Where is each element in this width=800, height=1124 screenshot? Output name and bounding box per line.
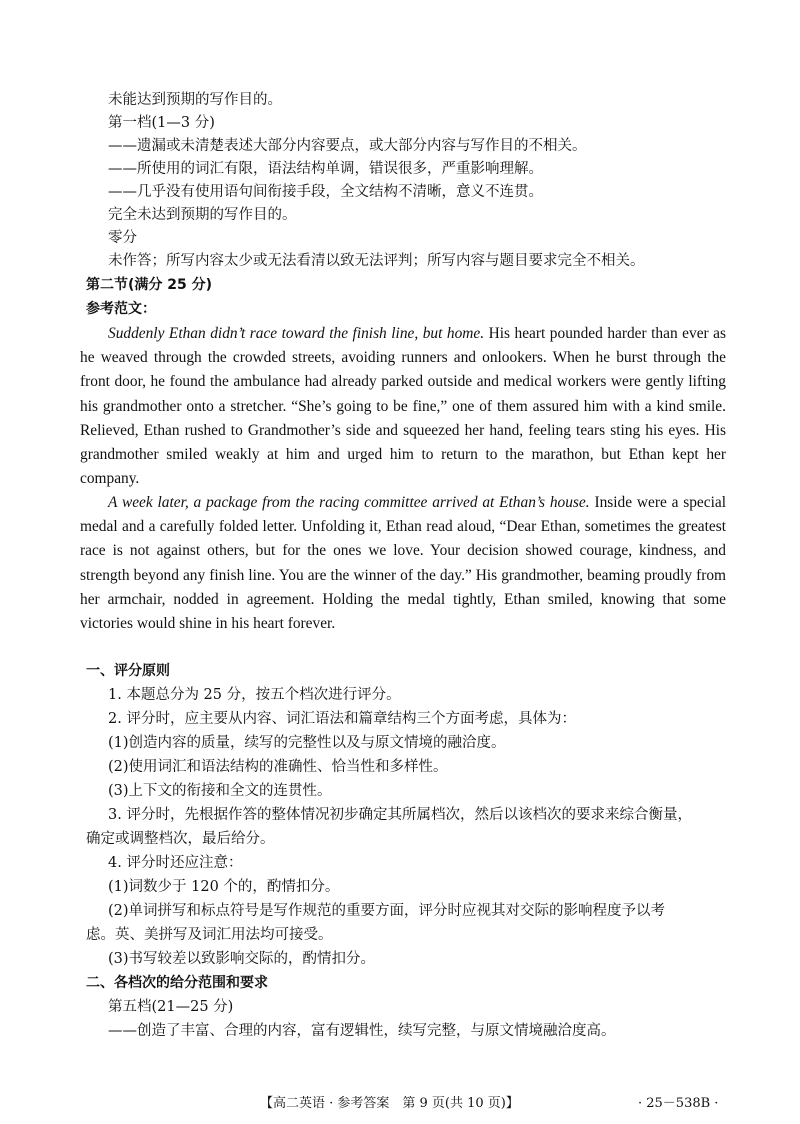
principle-line: (3)上下文的衔接和全文的连贯性。: [108, 783, 332, 799]
text-line: 未能达到预期的写作目的。: [108, 92, 282, 108]
text-line: ——几乎没有使用语句间衔接手段，全文结构不清晰，意义不连贯。: [108, 184, 543, 200]
paragraph-2-lead: A week later, a package from the racing committee arrived at Ethan’s house.: [108, 494, 590, 511]
levels-heading: 二、各档次的给分范围和要求: [86, 975, 268, 991]
principle-line: (1)词数少于 120 个的，酌情扣分。: [108, 879, 340, 895]
footer-page-info: 【高二英语 · 参考答案 第 9 页(共 10 页)】: [260, 1096, 519, 1111]
text-line: ——遗漏或未清楚表述大部分内容要点，或大部分内容与写作目的不相关。: [108, 138, 587, 154]
text-line: ——所使用的词汇有限，语法结构单调，错误很多，严重影响理解。: [108, 161, 543, 177]
paragraph-1-lead: Suddenly Ethan didn’t race toward the finish line, but home.: [108, 325, 485, 342]
section-heading: 第二节(满分 25 分): [86, 277, 213, 293]
sample-paragraph-2: [80, 491, 726, 636]
sample-paragraph-1: [80, 322, 726, 491]
principles-heading: 一、评分原则: [86, 663, 170, 679]
principle-line: 4. 评分时还应注意：: [108, 855, 243, 871]
paragraph-2-body: Inside were a special medal and a carefully folded letter. Unfolding it, Ethan read aloud, “Dear Ethan, sometimes the greatest race is not against others, but for the ones we love. Your decision showed courage, kindness, and strength beyond any finish line. You are the winner of the day.” His grandmother, beaming proudly from her armchair, nodded in agreement. Holding the medal tightly, Ethan smiled, knowing that some victories would shine in his heart forever.: [80, 494, 726, 633]
principle-line: (3)书写较差以致影响交际的，酌情扣分。: [108, 951, 376, 967]
footer-code: · 25－538B ·: [638, 1096, 719, 1111]
principle-line: (2)使用词汇和语法结构的准确性、恰当性和多样性。: [108, 759, 448, 775]
paragraph-1-body: His heart pounded harder than ever as he weaved through the crowded streets, avoiding runners and onlookers. When he burst through the front door, he found the ambulance had already parked outside and medical workers were gently lifting his grandmother onto a stretcher. “She’s going to be fine,” one of them assured him with a kind smile. Relieved, Ethan rushed to Grandmother’s side and squeezed her hand, feeling tears sting his eyes. His grandmother smiled weakly at him and urged him to return to the marathon, but Ethan kept her company.: [80, 325, 726, 488]
principle-line: 虑。英、美拼写及词汇用法均可接受。: [86, 927, 333, 943]
level-5-heading: 第五档(21—25 分): [108, 999, 234, 1015]
text-line: 未作答；所写内容太少或无法看清以致无法评判；所写内容与题目要求完全不相关。: [108, 253, 645, 269]
principle-line: 1. 本题总分为 25 分，按五个档次进行评分。: [108, 687, 401, 703]
principle-line: 2. 评分时，应主要从内容、词汇语法和篇章结构三个方面考虑，具体为：: [108, 711, 576, 727]
principle-line: 确定或调整档次，最后给分。: [86, 831, 275, 847]
level-line: ——创造了丰富、合理的内容，富有逻辑性，续写完整，与原文情境融洽度高。: [108, 1023, 616, 1039]
sample-essay-label: 参考范文：: [86, 301, 156, 317]
level-1-heading: 第一档(1—3 分): [108, 115, 215, 131]
principle-line: (2)单词拼写和标点符号是写作规范的重要方面，评分时应视其对交际的影响程度予以考: [108, 903, 666, 919]
text-line: 完全未达到预期的写作目的。: [108, 207, 297, 223]
principle-line: 3. 评分时，先根据作答的整体情况初步确定其所属档次，然后以该档次的要求来综合衡量，: [108, 807, 692, 823]
principle-line: (1)创造内容的质量，续写的完整性以及与原文情境的融洽度。: [108, 735, 506, 751]
level-0-heading: 零分: [108, 230, 137, 246]
